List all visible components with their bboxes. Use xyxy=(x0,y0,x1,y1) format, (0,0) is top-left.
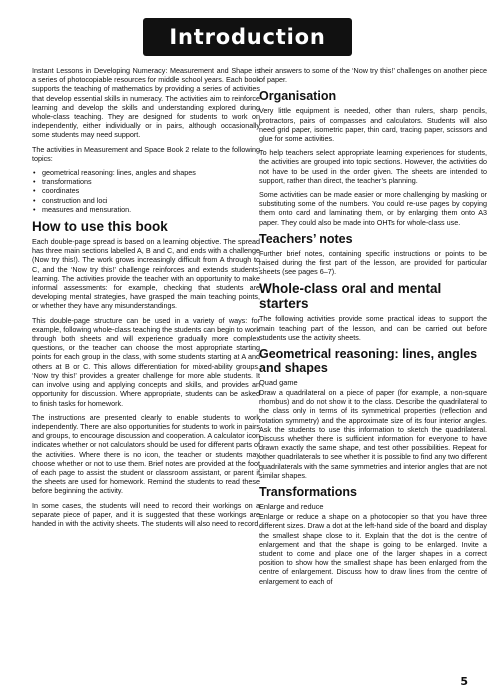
continued-paragraph: their answers to some of the ‘Now try this!’ challenges on another piece of paper. xyxy=(259,66,487,85)
topic-text: construction and loci xyxy=(42,195,108,205)
list-item xyxy=(32,205,260,214)
topic-text: measures and mensuration. xyxy=(42,204,132,214)
how-to-use-paragraph: This double-page structure can be used in a variety of ways: for example, following whole-class teaching the students can begin to work through both sheets and will experience gradually more complex questions, or the teacher can choose the most appropriate starting points for each group in the class, with some students starting at A and others at B or C. This allows differentiation for mixed-ability groups. ‘Now try this!’ provides a greater challenge for more able students. It can involve using and applying concepts and skills, and provides an opportunity for discussion. Where appropriate, students can be asked to finish tasks for homework. xyxy=(32,315,260,408)
page-number: 5 xyxy=(460,675,468,688)
organisation-paragraph: Some activities can be made easier or more challenging by masking or substituting some of the numbers. You could re-use pages by copying them onto card and laminating them, or by enlarging them onto A3 paper. They could also be made into OHTs for whole-class use. xyxy=(259,190,487,227)
list-item xyxy=(32,177,260,186)
topic-text: coordinates xyxy=(42,186,80,196)
list-item xyxy=(32,186,260,195)
bullet-icon: • xyxy=(33,177,36,187)
quad-game-paragraph: Draw a quadrilateral on a piece of paper (for example, a non-square rhombus) and do not show it to the class. Describe the quadrilateral to the class only in terms of its symmetrical properties (reflection and rotation symmetry) and the approximate size of its four interior angles. Ask the students to use this information to sketch the quadrilateral. Discuss whether there is sufficient information for everyone to have drawn exactly the same shape, and test other possibilities. Repeat for other quadrilaterals to see whether it is possible to find any two different quadrilaterals with the same symmetries and interior angles that are not similar shapes. xyxy=(259,388,487,480)
transformations-heading: Transformations xyxy=(259,485,357,500)
whole-class-heading: Whole-class oral and mental starters xyxy=(259,281,442,312)
bullet-icon: • xyxy=(33,204,36,214)
teachers-notes-heading: Teachers’ notes xyxy=(259,231,353,246)
how-to-use-paragraph: The instructions are presented clearly to enable students to work independently. There are also opportunities for students to work in pairs and groups, to encourage discussion and cooperation. A calculator icon indicates whether or not calculators should be used for different parts of the activities. Where there is no icon, the teacher or students may choose whether or not to use them. Brief notes are provided at the foot of each page to assist the student or classroom assistant, or parent if the sheets are used for homework. Remind the students to read these before beginning the activity. xyxy=(32,412,260,496)
right-column xyxy=(259,66,487,676)
organisation-heading: Organisation xyxy=(259,89,337,104)
title-banner xyxy=(143,18,352,56)
quad-game-heading: Quad game xyxy=(259,378,298,388)
how-to-use-paragraph: Each double-page spread is based on a learning objective. The spread has three main sections labelled A, B and C, and ends with a challenge (Now try this!). The work grows increasingly difficult from A through to C, and the ‘Now try this!’ challenge reinforces and extends students’ learning. The activities provide the teacher with an opportunity to make informal assessments: for example, checking that students are developing mental strategies, have grasped the main teaching points, or whether they have any misunderstandings. xyxy=(32,237,260,311)
bullet-icon: • xyxy=(33,195,36,205)
how-to-use-paragraph: In some cases, the students will need to record their workings on a separate piece of paper, and it is suggested that these workings are handed in with the activity sheets. The students will also need to record xyxy=(32,500,260,528)
bullet-icon: • xyxy=(33,186,36,196)
enlarge-reduce-paragraph: Enlarge or reduce a shape on a photocopier so that you have three different sizes. Draw a dot at the left-hand side of the board and display the smallest shape close to it. Explain that the dot is the centre of enlargement and that the shape is going to be enlarged. Invite a student to come and place one of the larger shapes in a correct position to show how the smallest shape has been enlarged from the centre of enlargement. Discuss how to draw lines from the centre of enlargement to each of xyxy=(259,512,487,586)
organisation-paragraph: Very little equipment is needed, other than rulers, sharp pencils, protractors, pairs of compasses and calculators. Students will also need grid paper, isometric paper, thin card, tracing paper, scissors and glue for some activities. xyxy=(259,106,487,144)
geometrical-reasoning-heading: Geometrical reasoning: lines, angles and shapes xyxy=(259,347,478,376)
intro-paragraph: Instant Lessons in Developing Numeracy: Measurement and Shape is a series of photocopiable resources for middle school years. Each book supports the teaching of mathematics by providing a series of activities that develop essential skills in numeracy. The activities aim to reinforce learning and develop the skills and understanding explored during whole-class teaching. They are designed for students to work on independently, either individually or in pairs, although occasionally some students may need support. xyxy=(32,66,260,140)
organisation-paragraph: To help teachers select appropriate learning experiences for students, the activities are grouped into topic sections. However, the activities do not have to be used in the order given. The sheets are intended to support, rather than direct, the teacher’s planning. xyxy=(259,148,487,185)
topic-text: geometrical reasoning: lines, angles and shapes xyxy=(42,168,196,178)
how-to-use-heading: How to use this book xyxy=(32,219,168,235)
enlarge-reduce-heading: Enlarge and reduce xyxy=(259,502,324,512)
bullet-icon: • xyxy=(33,168,36,178)
topics-intro: The activities in Measurement and Space Book 2 relate to the following topics: xyxy=(32,144,260,163)
left-column xyxy=(32,66,260,676)
page-title: Introduction xyxy=(169,25,326,49)
topic-text: transformations xyxy=(42,177,92,187)
whole-class-paragraph: The following activities provide some practical ideas to support the main teaching part of the lesson, and can be carried out before students use the activity sheets. xyxy=(259,314,487,342)
topics-list xyxy=(32,168,260,214)
teachers-notes-paragraph: Further brief notes, containing specific instructions or points to be raised during the first part of the lesson, are provided for particular sheets (see pages 6–7). xyxy=(259,248,487,277)
list-item xyxy=(32,168,260,177)
list-item xyxy=(32,196,260,205)
